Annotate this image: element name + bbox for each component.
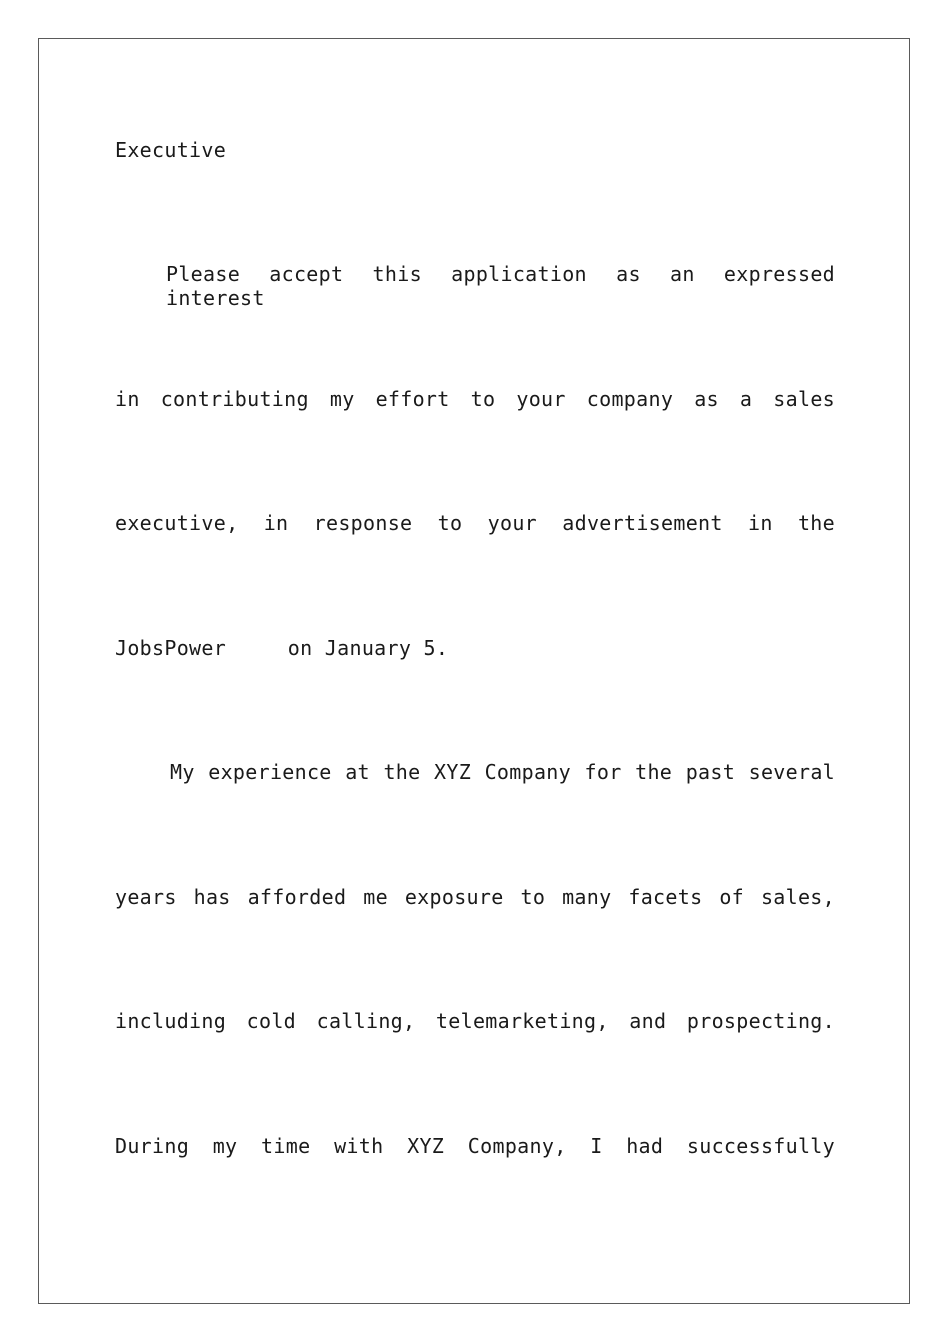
paragraph-2-line-4: During my time with XYZ Company, I had successfully: [115, 1134, 835, 1158]
paragraph-1-line-1: Please accept this application as an expressed interest: [166, 262, 835, 310]
paragraph-1-line-3: executive, in response to your advertisement in the: [115, 511, 835, 535]
paragraph-1-line-2: in contributing my effort to your company as a sales: [115, 387, 835, 411]
paragraph-2-line-3: including cold calling, telemarketing, and prospecting.: [115, 1009, 835, 1033]
paragraph-2-line-1: My experience at the XYZ Company for the past several: [170, 760, 835, 784]
paragraph-1-line-4: JobsPower on January 5.: [115, 636, 449, 660]
heading-executive: Executive: [115, 138, 227, 162]
page-border: [38, 38, 910, 1304]
paragraph-2-line-2: years has afforded me exposure to many facets of sales,: [115, 885, 835, 909]
